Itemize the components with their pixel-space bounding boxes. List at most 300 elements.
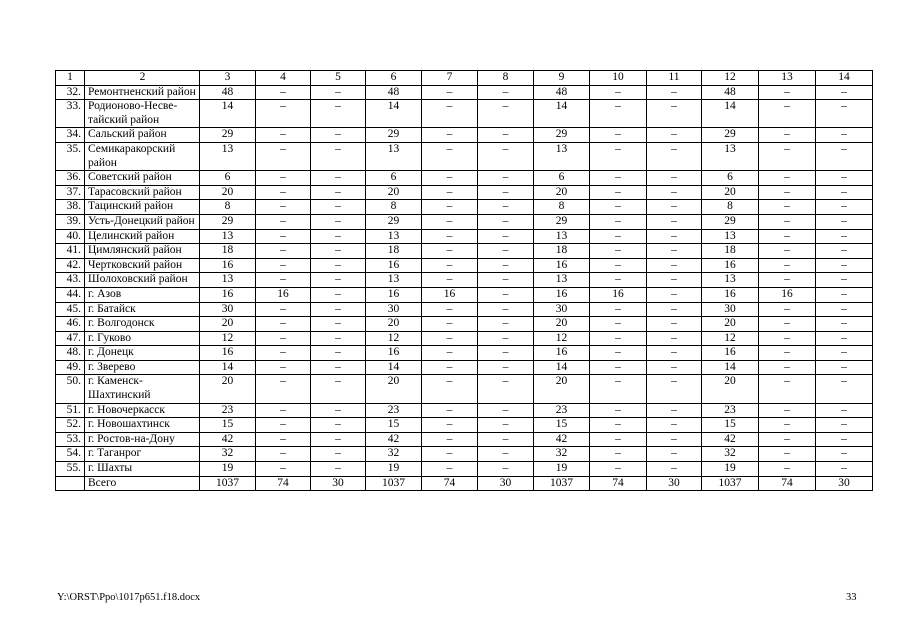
- value-cell: 6: [366, 171, 422, 186]
- value-cell: –: [816, 100, 873, 128]
- value-cell: 29: [702, 128, 759, 143]
- value-cell: –: [816, 346, 873, 361]
- value-cell: –: [256, 317, 311, 332]
- value-cell: 1037: [200, 476, 256, 491]
- value-cell: –: [647, 214, 702, 229]
- value-cell: –: [422, 171, 478, 186]
- value-cell: –: [478, 128, 534, 143]
- value-cell: 16: [422, 287, 478, 302]
- value-cell: 6: [534, 171, 590, 186]
- value-cell: –: [759, 403, 816, 418]
- value-cell: –: [816, 273, 873, 288]
- value-cell: –: [590, 317, 647, 332]
- value-cell: –: [478, 273, 534, 288]
- value-cell: –: [590, 331, 647, 346]
- value-cell: –: [256, 462, 311, 477]
- value-cell: –: [422, 258, 478, 273]
- value-cell: 13: [200, 142, 256, 170]
- value-cell: –: [256, 128, 311, 143]
- value-cell: 16: [534, 346, 590, 361]
- value-cell: –: [647, 200, 702, 215]
- value-cell: 48: [702, 85, 759, 100]
- value-cell: 23: [366, 403, 422, 418]
- table-row: [56, 287, 873, 302]
- value-cell: 32: [702, 447, 759, 462]
- value-cell: –: [256, 258, 311, 273]
- footer-file-path: Y:\ORST\Ppo\1017p651.f18.docx: [57, 592, 201, 603]
- district-name-cell: г. Батайск: [85, 302, 200, 317]
- value-cell: –: [647, 100, 702, 128]
- table-row: [56, 273, 873, 288]
- value-cell: –: [478, 258, 534, 273]
- value-cell: –: [759, 432, 816, 447]
- district-name-cell: г. Азов: [85, 287, 200, 302]
- value-cell: 12: [702, 331, 759, 346]
- value-cell: –: [816, 229, 873, 244]
- row-number-cell: 51.: [56, 403, 85, 418]
- table-row: [56, 403, 873, 418]
- value-cell: 48: [366, 85, 422, 100]
- row-number-cell: 42.: [56, 258, 85, 273]
- value-cell: –: [311, 214, 366, 229]
- value-cell: –: [647, 142, 702, 170]
- value-cell: –: [816, 418, 873, 433]
- value-cell: 32: [534, 447, 590, 462]
- value-cell: –: [590, 128, 647, 143]
- value-cell: –: [647, 171, 702, 186]
- table-row: [56, 331, 873, 346]
- district-name-cell: г. Шахты: [85, 462, 200, 477]
- row-number-cell: 45.: [56, 302, 85, 317]
- value-cell: –: [816, 128, 873, 143]
- value-cell: –: [478, 418, 534, 433]
- value-cell: 13: [702, 273, 759, 288]
- value-cell: –: [311, 302, 366, 317]
- value-cell: –: [422, 200, 478, 215]
- value-cell: 30: [534, 302, 590, 317]
- value-cell: 19: [200, 462, 256, 477]
- value-cell: –: [816, 171, 873, 186]
- value-cell: 16: [590, 287, 647, 302]
- district-name-cell: Усть-Донецкий район: [85, 214, 200, 229]
- value-cell: –: [816, 244, 873, 259]
- value-cell: 18: [366, 244, 422, 259]
- value-cell: 6: [200, 171, 256, 186]
- value-cell: –: [478, 244, 534, 259]
- value-cell: –: [816, 360, 873, 375]
- value-cell: –: [311, 258, 366, 273]
- value-cell: –: [759, 171, 816, 186]
- value-cell: –: [647, 346, 702, 361]
- value-cell: –: [647, 273, 702, 288]
- value-cell: –: [759, 100, 816, 128]
- value-cell: 15: [366, 418, 422, 433]
- value-cell: 13: [534, 142, 590, 170]
- value-cell: –: [311, 185, 366, 200]
- value-cell: –: [256, 360, 311, 375]
- table-row: [56, 185, 873, 200]
- value-cell: –: [478, 214, 534, 229]
- value-cell: 30: [702, 302, 759, 317]
- value-cell: 8: [478, 71, 534, 86]
- value-cell: –: [590, 360, 647, 375]
- value-cell: –: [759, 302, 816, 317]
- value-cell: 13: [759, 71, 816, 86]
- value-cell: 16: [366, 346, 422, 361]
- value-cell: –: [256, 229, 311, 244]
- value-cell: 3: [200, 71, 256, 86]
- value-cell: –: [256, 85, 311, 100]
- value-cell: –: [422, 142, 478, 170]
- value-cell: –: [422, 229, 478, 244]
- row-number-cell: 38.: [56, 200, 85, 215]
- value-cell: –: [311, 85, 366, 100]
- value-cell: –: [816, 214, 873, 229]
- district-name-cell: Родионово-Несве-тайский район: [85, 100, 200, 128]
- district-name-cell: Шолоховский район: [85, 273, 200, 288]
- value-cell: –: [590, 346, 647, 361]
- value-cell: 29: [200, 128, 256, 143]
- value-cell: 30: [816, 476, 873, 491]
- value-cell: 16: [256, 287, 311, 302]
- row-number-cell: 41.: [56, 244, 85, 259]
- value-cell: –: [311, 171, 366, 186]
- value-cell: –: [311, 142, 366, 170]
- value-cell: 15: [702, 418, 759, 433]
- value-cell: 19: [534, 462, 590, 477]
- value-cell: 14: [702, 100, 759, 128]
- value-cell: 9: [534, 71, 590, 86]
- value-cell: –: [590, 142, 647, 170]
- value-cell: –: [256, 302, 311, 317]
- value-cell: 20: [534, 375, 590, 403]
- value-cell: 13: [366, 142, 422, 170]
- value-cell: –: [647, 287, 702, 302]
- value-cell: –: [256, 100, 311, 128]
- value-cell: –: [422, 128, 478, 143]
- value-cell: –: [478, 302, 534, 317]
- value-cell: 20: [702, 317, 759, 332]
- value-cell: –: [422, 432, 478, 447]
- value-cell: –: [590, 258, 647, 273]
- value-cell: –: [759, 142, 816, 170]
- table-row: [56, 462, 873, 477]
- row-number-cell: 32.: [56, 85, 85, 100]
- table-row: [56, 100, 873, 128]
- value-cell: 14: [200, 100, 256, 128]
- value-cell: –: [816, 403, 873, 418]
- table-header-row: [56, 71, 873, 86]
- value-cell: 29: [702, 214, 759, 229]
- value-cell: –: [422, 331, 478, 346]
- value-cell: –: [256, 273, 311, 288]
- district-name-cell: 2: [85, 71, 200, 86]
- value-cell: 32: [200, 447, 256, 462]
- value-cell: –: [759, 418, 816, 433]
- value-cell: –: [422, 317, 478, 332]
- value-cell: –: [816, 432, 873, 447]
- value-cell: –: [590, 447, 647, 462]
- value-cell: 20: [200, 317, 256, 332]
- value-cell: –: [759, 462, 816, 477]
- value-cell: –: [590, 185, 647, 200]
- value-cell: 7: [422, 71, 478, 86]
- table-row: [56, 360, 873, 375]
- value-cell: –: [311, 375, 366, 403]
- value-cell: –: [478, 229, 534, 244]
- value-cell: –: [478, 287, 534, 302]
- value-cell: 48: [534, 85, 590, 100]
- value-cell: 14: [816, 71, 873, 86]
- value-cell: 42: [534, 432, 590, 447]
- district-name-cell: Тацинский район: [85, 200, 200, 215]
- row-number-cell: 34.: [56, 128, 85, 143]
- value-cell: 29: [534, 214, 590, 229]
- value-cell: –: [759, 229, 816, 244]
- value-cell: 16: [366, 258, 422, 273]
- table-body: [56, 71, 873, 491]
- value-cell: –: [647, 331, 702, 346]
- value-cell: –: [478, 200, 534, 215]
- value-cell: –: [311, 273, 366, 288]
- value-cell: –: [256, 200, 311, 215]
- row-number-cell: 43.: [56, 273, 85, 288]
- district-name-cell: Сальский район: [85, 128, 200, 143]
- district-name-cell: Цимлянский район: [85, 244, 200, 259]
- value-cell: –: [422, 346, 478, 361]
- value-cell: 12: [702, 71, 759, 86]
- value-cell: –: [647, 185, 702, 200]
- district-name-cell: г. Каменск-Шахтинский: [85, 375, 200, 403]
- value-cell: 1037: [534, 476, 590, 491]
- value-cell: –: [647, 375, 702, 403]
- value-cell: –: [816, 447, 873, 462]
- value-cell: –: [816, 85, 873, 100]
- value-cell: –: [478, 360, 534, 375]
- value-cell: –: [816, 258, 873, 273]
- value-cell: –: [256, 244, 311, 259]
- value-cell: –: [422, 447, 478, 462]
- table-row: [56, 85, 873, 100]
- district-name-cell: г. Новочеркасск: [85, 403, 200, 418]
- value-cell: 74: [256, 476, 311, 491]
- value-cell: –: [590, 403, 647, 418]
- value-cell: –: [590, 214, 647, 229]
- value-cell: 16: [200, 346, 256, 361]
- value-cell: 16: [759, 287, 816, 302]
- value-cell: –: [422, 100, 478, 128]
- table-row: [56, 418, 873, 433]
- value-cell: 29: [534, 128, 590, 143]
- value-cell: –: [759, 375, 816, 403]
- value-cell: –: [816, 185, 873, 200]
- value-cell: 42: [200, 432, 256, 447]
- value-cell: 11: [647, 71, 702, 86]
- value-cell: –: [311, 462, 366, 477]
- value-cell: 29: [366, 214, 422, 229]
- district-name-cell: г. Волгодонск: [85, 317, 200, 332]
- value-cell: 13: [200, 229, 256, 244]
- value-cell: 16: [200, 287, 256, 302]
- value-cell: –: [422, 214, 478, 229]
- value-cell: 18: [200, 244, 256, 259]
- value-cell: –: [256, 432, 311, 447]
- value-cell: –: [311, 331, 366, 346]
- district-name-cell: г. Новошахтинск: [85, 418, 200, 433]
- value-cell: –: [816, 302, 873, 317]
- page-number: 33: [846, 592, 857, 603]
- value-cell: –: [759, 200, 816, 215]
- value-cell: –: [478, 85, 534, 100]
- value-cell: 8: [534, 200, 590, 215]
- value-cell: –: [647, 447, 702, 462]
- value-cell: 12: [200, 331, 256, 346]
- row-number-cell: 35.: [56, 142, 85, 170]
- value-cell: –: [256, 346, 311, 361]
- value-cell: 20: [702, 185, 759, 200]
- value-cell: –: [647, 432, 702, 447]
- value-cell: –: [590, 375, 647, 403]
- value-cell: 23: [702, 403, 759, 418]
- value-cell: 1037: [702, 476, 759, 491]
- value-cell: 30: [366, 302, 422, 317]
- value-cell: 74: [422, 476, 478, 491]
- row-number-cell: 54.: [56, 447, 85, 462]
- value-cell: –: [422, 360, 478, 375]
- value-cell: 18: [702, 244, 759, 259]
- value-cell: –: [311, 200, 366, 215]
- row-number-cell: 33.: [56, 100, 85, 128]
- value-cell: 16: [702, 258, 759, 273]
- table-row: [56, 346, 873, 361]
- value-cell: 29: [200, 214, 256, 229]
- value-cell: –: [256, 171, 311, 186]
- value-cell: 12: [366, 331, 422, 346]
- value-cell: –: [478, 346, 534, 361]
- table-row: [56, 214, 873, 229]
- district-name-cell: Семикаракорский район: [85, 142, 200, 170]
- value-cell: –: [647, 360, 702, 375]
- value-cell: –: [647, 244, 702, 259]
- value-cell: 30: [311, 476, 366, 491]
- value-cell: –: [478, 375, 534, 403]
- value-cell: 13: [702, 142, 759, 170]
- value-cell: 13: [702, 229, 759, 244]
- value-cell: –: [256, 185, 311, 200]
- value-cell: –: [422, 375, 478, 403]
- row-number-cell: 36.: [56, 171, 85, 186]
- value-cell: –: [422, 185, 478, 200]
- value-cell: 8: [200, 200, 256, 215]
- value-cell: –: [311, 418, 366, 433]
- district-name-cell: г. Зверево: [85, 360, 200, 375]
- value-cell: –: [759, 258, 816, 273]
- value-cell: 29: [366, 128, 422, 143]
- row-number-cell: [56, 476, 85, 491]
- value-cell: –: [647, 418, 702, 433]
- value-cell: –: [647, 403, 702, 418]
- district-name-cell: Целинский район: [85, 229, 200, 244]
- value-cell: –: [311, 447, 366, 462]
- district-name-cell: г. Таганрог: [85, 447, 200, 462]
- value-cell: 16: [366, 287, 422, 302]
- value-cell: –: [590, 418, 647, 433]
- row-number-cell: 1: [56, 71, 85, 86]
- value-cell: –: [422, 273, 478, 288]
- value-cell: –: [647, 128, 702, 143]
- value-cell: 10: [590, 71, 647, 86]
- row-number-cell: 52.: [56, 418, 85, 433]
- value-cell: 42: [366, 432, 422, 447]
- value-cell: –: [590, 273, 647, 288]
- value-cell: –: [816, 317, 873, 332]
- table-row: [56, 375, 873, 403]
- value-cell: –: [759, 85, 816, 100]
- table-row: [56, 229, 873, 244]
- value-cell: 23: [534, 403, 590, 418]
- value-cell: 16: [534, 287, 590, 302]
- table-row: [56, 258, 873, 273]
- value-cell: 14: [534, 360, 590, 375]
- value-cell: 20: [200, 375, 256, 403]
- value-cell: –: [311, 244, 366, 259]
- table-row: [56, 447, 873, 462]
- value-cell: –: [478, 462, 534, 477]
- value-cell: –: [422, 85, 478, 100]
- district-name-cell: Чертковский район: [85, 258, 200, 273]
- table-row: [56, 317, 873, 332]
- value-cell: –: [590, 100, 647, 128]
- value-cell: –: [311, 403, 366, 418]
- data-table: [55, 70, 873, 491]
- value-cell: 30: [200, 302, 256, 317]
- value-cell: –: [256, 331, 311, 346]
- value-cell: –: [311, 317, 366, 332]
- value-cell: –: [311, 100, 366, 128]
- value-cell: –: [816, 142, 873, 170]
- value-cell: –: [647, 258, 702, 273]
- value-cell: –: [590, 229, 647, 244]
- value-cell: –: [647, 317, 702, 332]
- district-name-cell: Всего: [85, 476, 200, 491]
- value-cell: 14: [366, 360, 422, 375]
- value-cell: –: [759, 360, 816, 375]
- table-row: [56, 476, 873, 491]
- value-cell: 8: [366, 200, 422, 215]
- value-cell: 5: [311, 71, 366, 86]
- value-cell: –: [759, 273, 816, 288]
- value-cell: 16: [200, 258, 256, 273]
- table-row: [56, 142, 873, 170]
- value-cell: –: [647, 462, 702, 477]
- district-name-cell: г. Гуково: [85, 331, 200, 346]
- value-cell: 48: [200, 85, 256, 100]
- value-cell: 20: [534, 317, 590, 332]
- value-cell: 20: [366, 375, 422, 403]
- value-cell: –: [647, 85, 702, 100]
- value-cell: –: [590, 244, 647, 259]
- value-cell: 12: [534, 331, 590, 346]
- value-cell: –: [256, 214, 311, 229]
- value-cell: 15: [534, 418, 590, 433]
- value-cell: –: [256, 142, 311, 170]
- value-cell: 1037: [366, 476, 422, 491]
- value-cell: –: [759, 317, 816, 332]
- value-cell: –: [478, 142, 534, 170]
- value-cell: –: [816, 375, 873, 403]
- table-row: [56, 171, 873, 186]
- value-cell: 30: [647, 476, 702, 491]
